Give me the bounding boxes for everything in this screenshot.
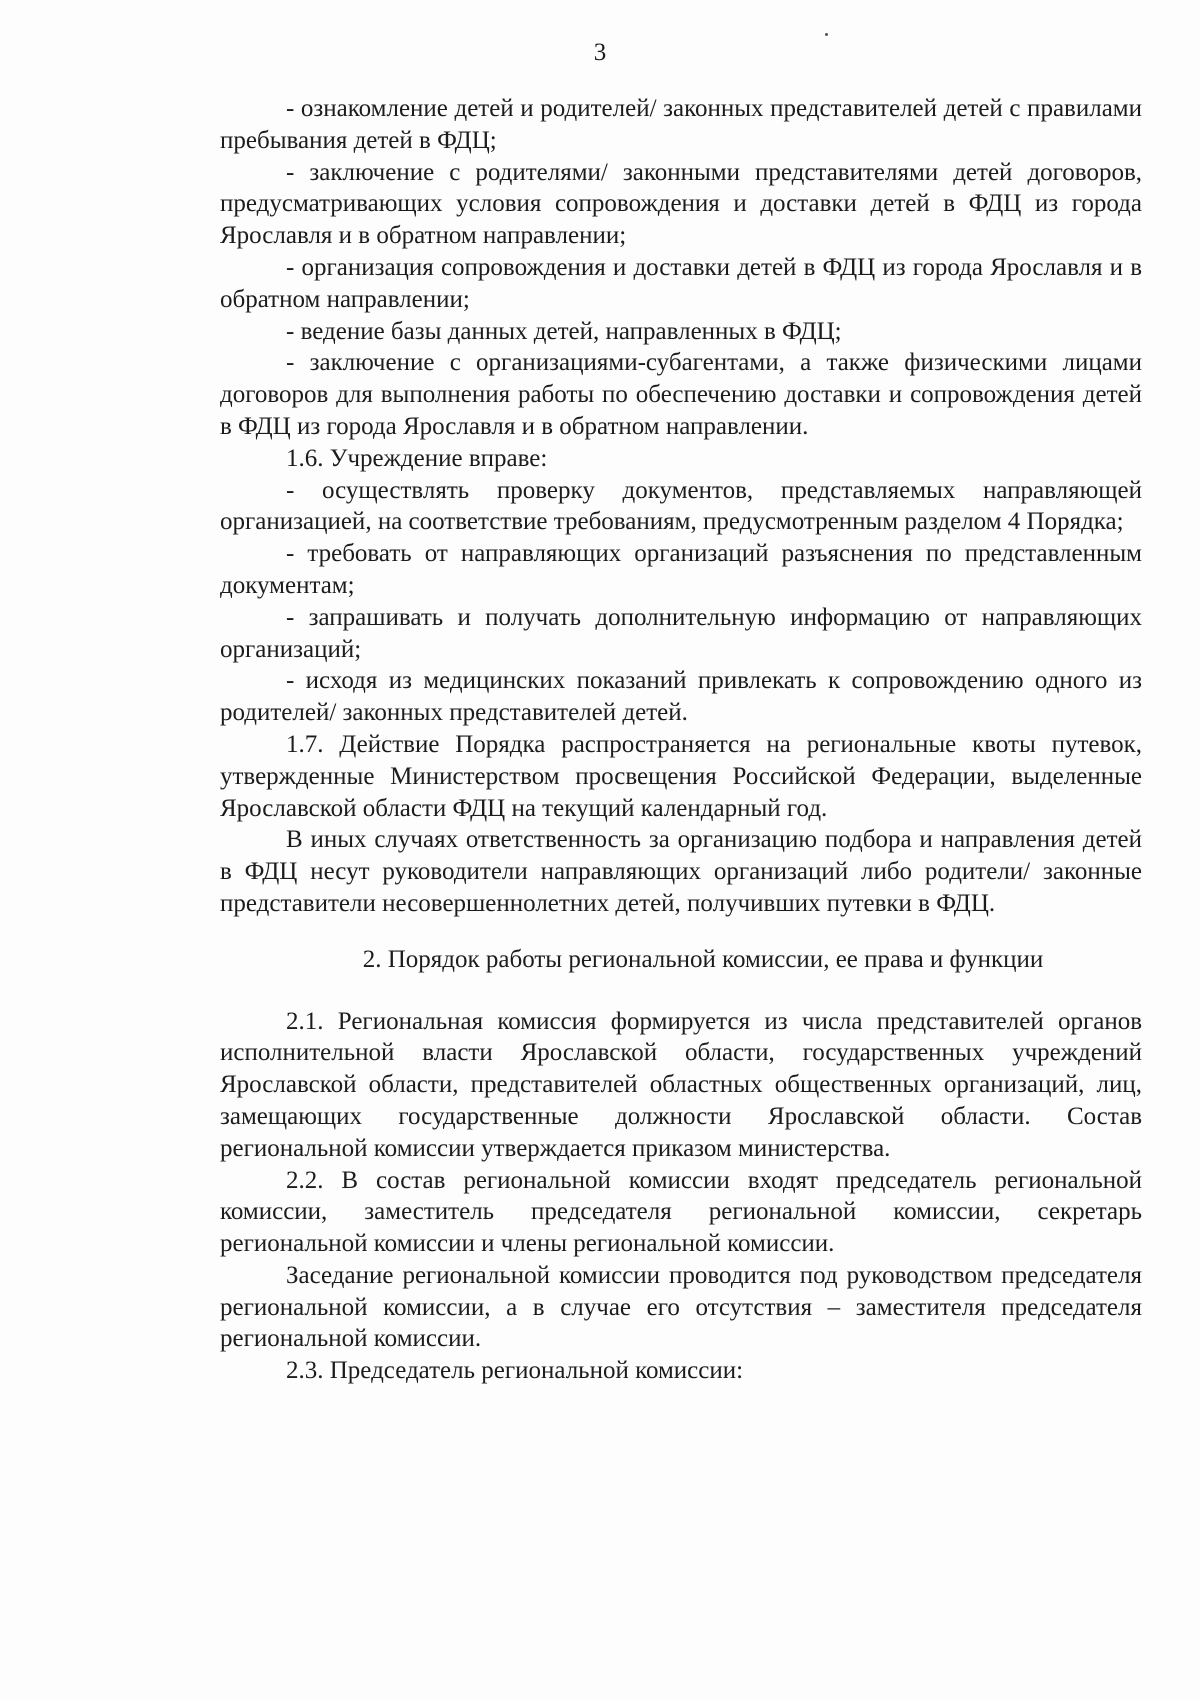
paragraph: 2.1. Региональная комиссия формируется из числа представителей органов исполнительной власти Ярославской области, государственных учреждений Ярославской области, представителей областных общественных организаций, лиц, замещающих государственные должности Ярославской области. Состав региональной комиссии утверждается приказом министерства.: [220, 1007, 1142, 1162]
page-number: 3: [593, 39, 607, 66]
paragraph: 1.7. Действие Порядка распространяется на региональные квоты путевок, утвержденные Министерством просвещения Российской Федерации, выделенные Ярославской области ФДЦ на текущий календарный год.: [220, 730, 1142, 822]
paragraph: - исходя из медицинских показаний привлекать к сопровождению одного из родителей/ законных представителей детей.: [220, 667, 1142, 727]
paragraph: Заседание региональной комиссии проводится под руководством председателя региональной комиссии, а в случае его отсутствия – заместителя председателя региональной комиссии.: [220, 1261, 1142, 1353]
paragraph: В иных случаях ответственность за организацию подбора и направления детей в ФДЦ несут руководители направляющих организаций либо родители/ законные представители несовершеннолетних детей, получивших путевки в ФДЦ.: [220, 826, 1142, 917]
paragraph: 1.6. Учреждение вправе:: [286, 444, 548, 472]
paragraph: 2.3. Председатель региональной комиссии:: [286, 1357, 744, 1385]
paragraph: - запрашивать и получать дополнительную информацию от направляющих организаций;: [220, 603, 1142, 663]
paragraph: - заключение с организациями-субагентами, а также физическими лицами договоров для выполнения работы по обеспечению доставки и сопровождения детей в ФДЦ из города Ярославля и в обратном направлении.: [220, 349, 1142, 440]
paragraph: - осуществлять проверку документов, представляемых направляющей организацией, на соответствие требованиям, предусмотренным разделом 4 Порядка;: [220, 476, 1142, 536]
section-heading: 2. Порядок работы региональной комиссии, ее права и функции: [362, 945, 1044, 973]
paragraph: - заключение с родителями/ законными представителями детей договоров, предусматривающих условия сопровождения и доставки детей в ФДЦ из города Ярославля и в обратном направлении;: [220, 158, 1142, 250]
scan-speck: [825, 33, 828, 36]
paragraph: 2.2. В состав региональной комиссии входят председатель региональной комиссии, заместитель председателя региональной комиссии, секретарь региональной комиссии и члены региональной комиссии.: [220, 1166, 1142, 1258]
paragraph: - организация сопровождения и доставки детей в ФДЦ из города Ярославля и в обратном направлении;: [220, 253, 1142, 313]
paragraph: - ознакомление детей и родителей/ законных представителей детей с правилами пребывания детей в ФДЦ;: [220, 95, 1142, 154]
paragraph: - ведение базы данных детей, направленных в ФДЦ;: [286, 317, 842, 345]
paragraph: - требовать от направляющих организаций разъяснения по представленным документам;: [220, 540, 1142, 599]
document-body: [220, 93, 1142, 1387]
